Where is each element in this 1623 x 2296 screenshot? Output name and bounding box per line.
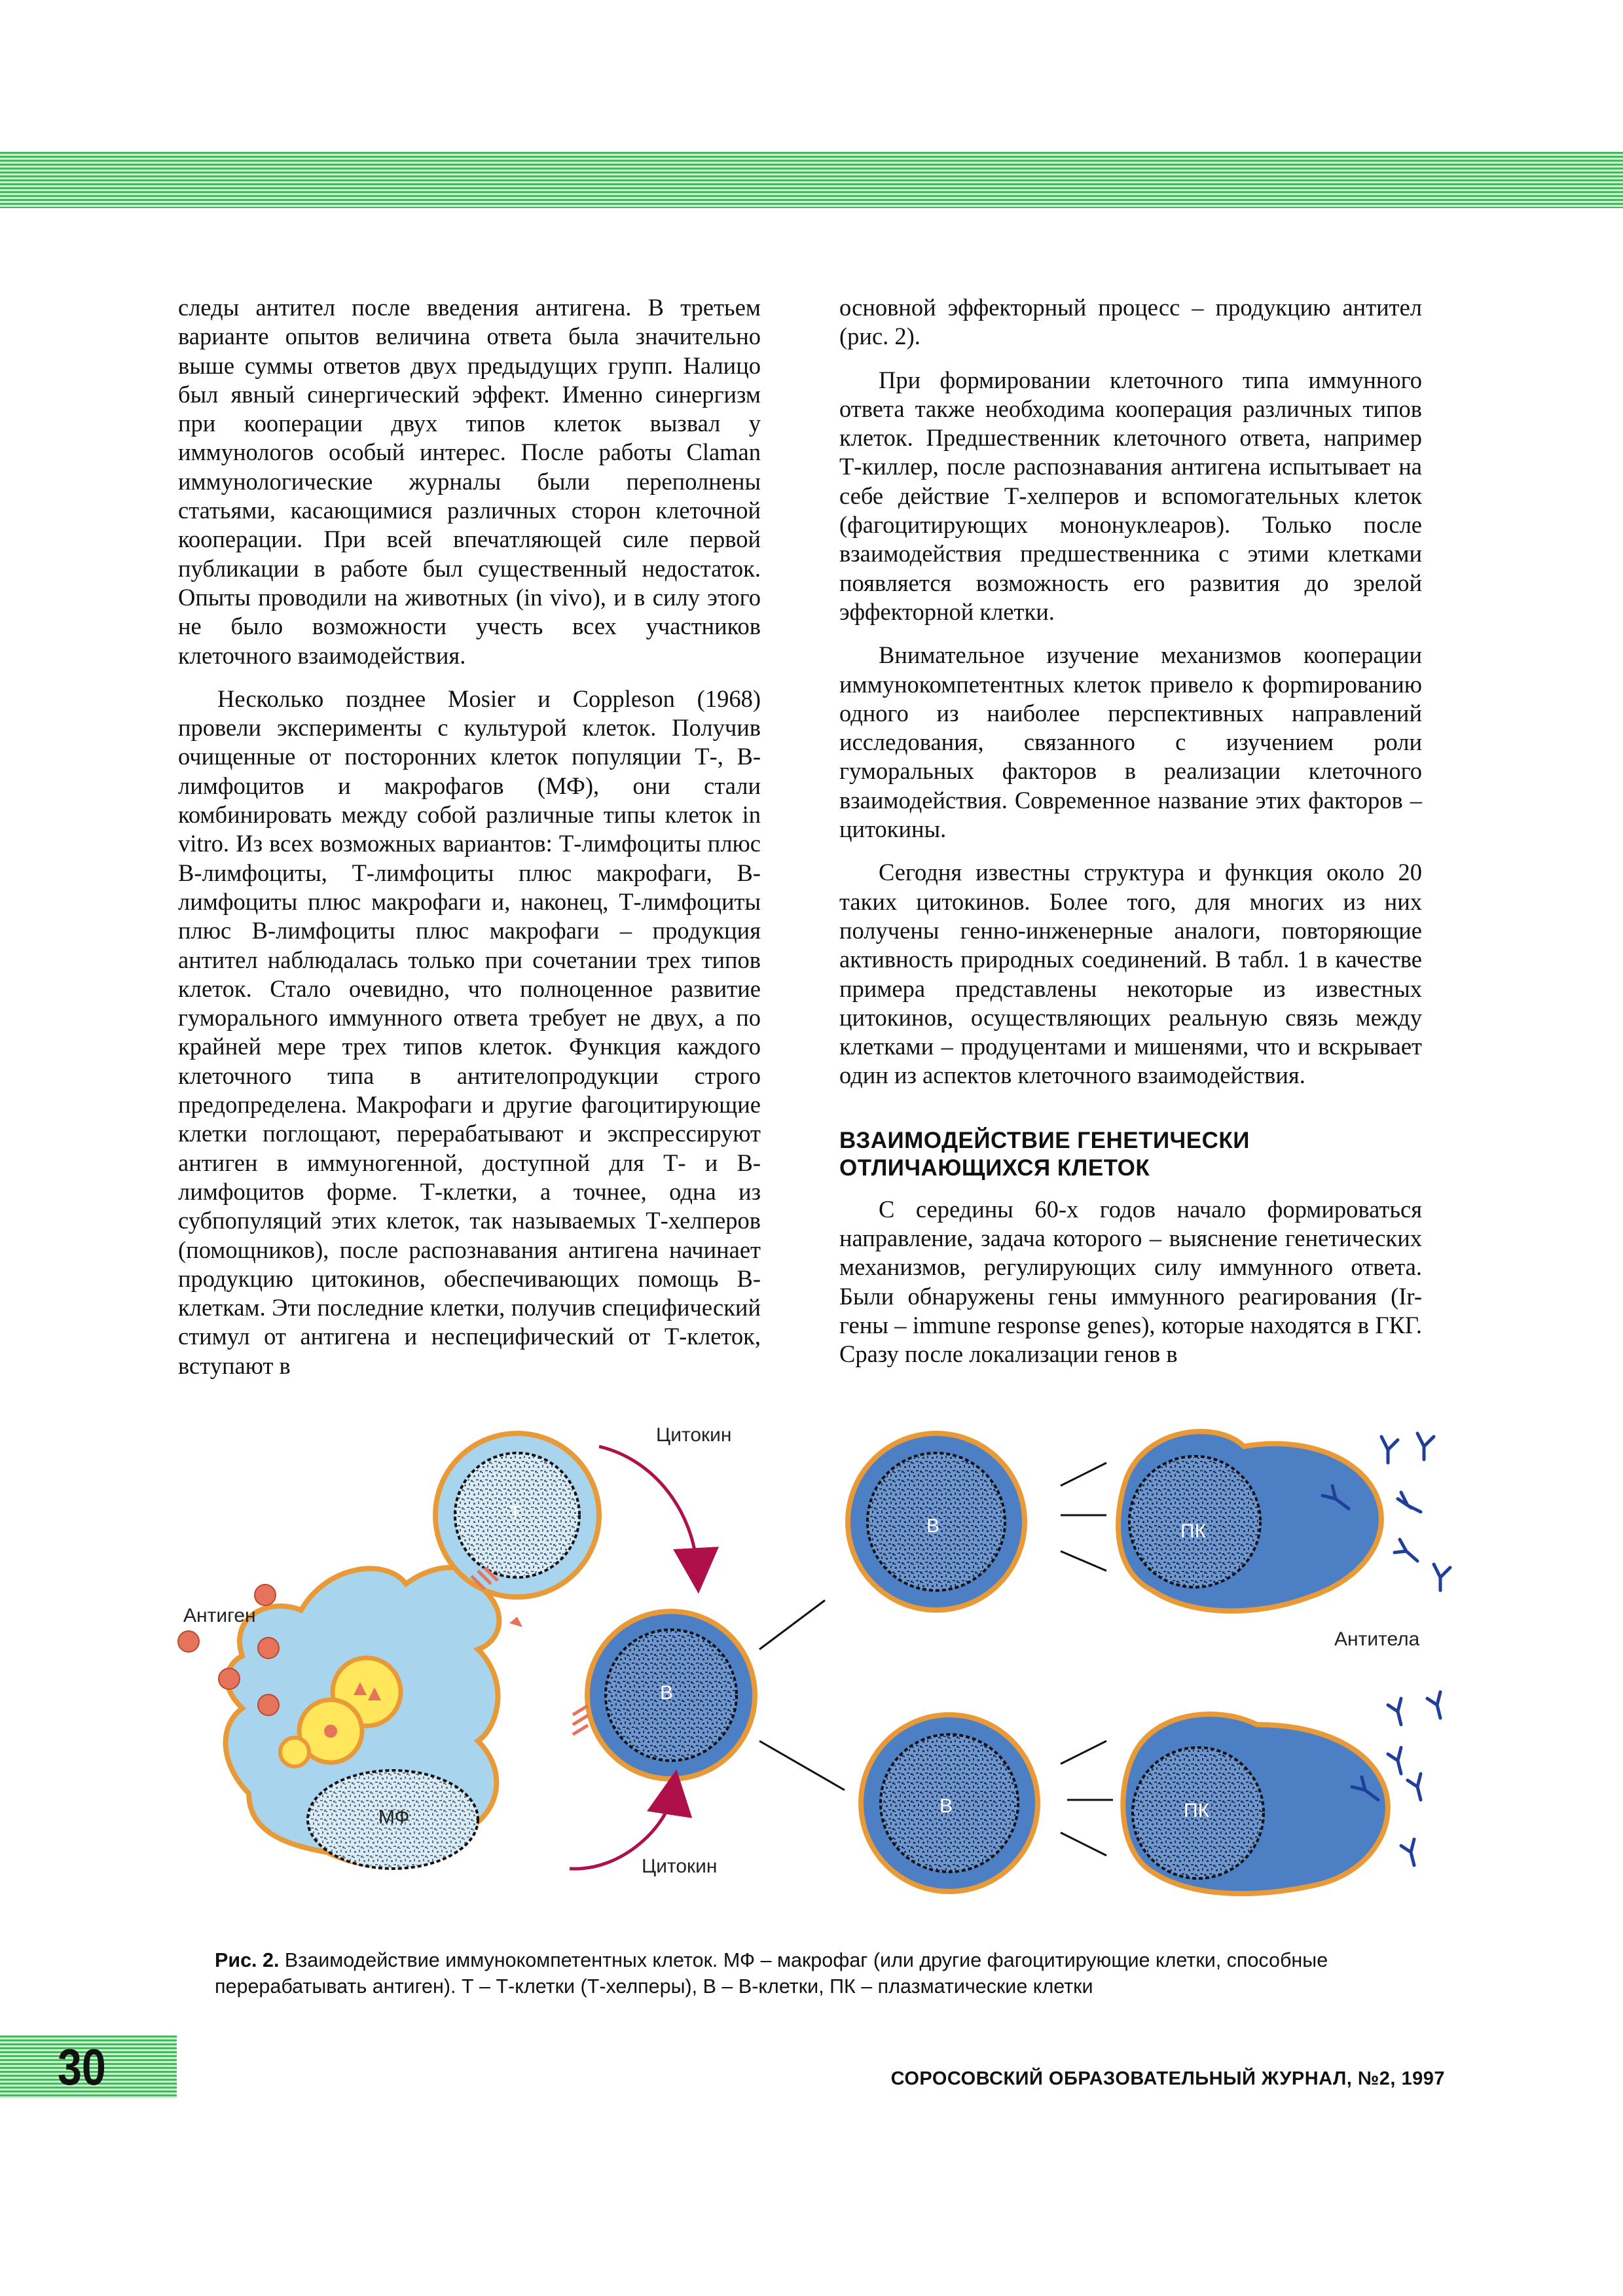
antigen-particle bbox=[178, 1631, 199, 1652]
caption-text: Взаимодействие иммунокомпетентных клеток. МФ – макрофаг (или другие фагоцитирующие клетки, способные перерабатывать антиген). Т – Т-клетки (Т-хелперы), В – В-клетки, ПК – плазматические клетки bbox=[215, 1949, 1328, 1998]
page-number: 30 bbox=[58, 2038, 106, 2096]
cytokine-arrow-top bbox=[599, 1446, 697, 1571]
label-t-cell: Т bbox=[509, 1503, 522, 1524]
cell-diagram bbox=[170, 1401, 1453, 1924]
label-macrophage: МФ bbox=[378, 1806, 410, 1828]
label-b-cell-top: В bbox=[926, 1515, 940, 1537]
label-antigen: Антиген bbox=[183, 1605, 256, 1626]
paragraph: следы антител после введения антигена. В третьем варианте опытов величина ответа была значительно выше суммы ответов двух предыдущих групп. Налицо был явный синергический эффект. Именно синергизм при кооперации двух типов клеток вызвал у иммунологов особый интерес. После работы Claman иммунологические журналы были переполнены статьями, касающимися различных сторон клеточной кооперации. При всей впечатляющей силе первой публикации в работе был существенный недостаток. Опыты проводили на животных (in vivo), и в силу этого не было возможности учесть всех участников клеточного взаимодействия. bbox=[178, 294, 761, 669]
paragraph: основной эффекторный процесс – продукцию антител (рис. 2). bbox=[839, 294, 1422, 350]
label-b-cell-bottom: В bbox=[939, 1795, 953, 1817]
paragraph: Несколько позднее Mosier и Coppleson (1968) провели эксперименты с культурой клеток. Получив очищенные от посторонних клеток популяции Т-, В-лимфоцитов и макрофагов (МФ), они стали комбинировать между собой различные типы клеток in vitro. Из всех возможных вариантов: Т-лимфоциты плюс В-лимфоциты, Т-лимфоциты плюс макрофаги, В-лимфоциты плюс макрофаги и, наконец, Т-лимфоциты плюс В-лимфоциты плюс макрофаги – продукция антител наблюдалась только при сочетании трех типов клеток. Стало очевидно, что полноценное развитие гуморального иммунного ответа требует не двух, а по крайней мере трех типов клеток. Функция каждого клеточного типа в антителопродукции строго предопределена. Макрофаги и другие фагоцитирующие клетки поглощают, перерабатывают и экспрессируют антиген в иммуногенной, доступной для Т- и В- лимфоцитов форме. Т-клетки, а точнее, одна из субпопуляций этих клеток, так называемых Т-хелперов (помощников), после распознавания антигена начинает продукцию цитокинов, обеспечивающих помощь В-клеткам. Эти последние клетки, получив специфический стимул от антигена и неспецифический от Т-клеток, вступают в bbox=[178, 685, 761, 1379]
paragraph: Сегодня известны структура и функция около 20 таких цитокинов. Более того, для многих из них получены генно-инженерные аналоги, повторяющие активность природных соединений. В табл. 1 в качестве примера представлены некоторые из известных цитокинов, осуществляющих реальную связь между клетками – продуцентами и мишенями, что и вскрывает один из аспектов клеточного взаимодействия. bbox=[839, 859, 1422, 1089]
antigen-particle bbox=[258, 1638, 279, 1659]
label-b-cell-center: В bbox=[660, 1682, 674, 1704]
paragraph: При формировании клеточного типа иммунного ответа также необходима кооперация различных типов клеток. Предшественник клеточного ответа, например Т-киллер, после распознавания антигена испытывает на себе действие Т-хелперов и вспомогательных клеток (фагоцитирующих мононуклеаров). Только после взаимодействия предшественника с этими клетками появляется возможность его развития до зрелой эффекторной клетки. bbox=[839, 366, 1422, 625]
paragraph: С середины 60-х годов начало формироваться направление, задача которого – выяснение генетических механизмов, регулирующих силу иммунного ответа. Были обнаружены гены иммунного реагирования (Ir-гены – immune response genes), которые находятся в ГКГ. Сразу после локализации генов в bbox=[839, 1195, 1422, 1368]
label-cytokine-bottom: Цитокин bbox=[642, 1856, 718, 1877]
label-cytokine-top: Цитокин bbox=[656, 1424, 732, 1446]
figure-cell-interaction bbox=[170, 1401, 1453, 1924]
antigen-particle bbox=[219, 1668, 240, 1689]
label-antibodies: Антитела bbox=[1334, 1628, 1420, 1650]
journal-footer: СОРОСОВСКИЙ ОБРАЗОВАТЕЛЬНЫЙ ЖУРНАЛ, №2, 1997 bbox=[890, 2068, 1445, 2089]
label-plasma-cell-bottom: ПК bbox=[1184, 1800, 1210, 1821]
section-heading bbox=[839, 1127, 1422, 1182]
antigen-particle bbox=[258, 1695, 279, 1715]
label-plasma-cell-top: ПК bbox=[1180, 1520, 1207, 1542]
antigen-particle bbox=[255, 1585, 276, 1605]
caption-prefix: Рис. 2. bbox=[215, 1949, 280, 1971]
top-decorative-band bbox=[0, 152, 1623, 208]
right-text-column bbox=[839, 293, 1422, 1384]
phagosome bbox=[280, 1738, 309, 1767]
paragraph: Внимательное изучение механизмов кооперации иммунокомпетентных клеток привело к форmированию одного из наиболее перспективных направлений исследования, связанного с изучением роли гуморальных факторов в реализации клеточного взаимодействия. Современное название этих факторов – цитокины. bbox=[839, 641, 1422, 843]
left-text-column bbox=[178, 293, 761, 1395]
section-heading-line-2: ОТЛИЧАЮЩИХСЯ КЛЕТОК bbox=[839, 1155, 1150, 1181]
figure-caption bbox=[215, 1947, 1446, 2000]
section-heading-line-1: ВЗАИМОДЕЙСТВИЕ ГЕНЕТИЧЕСКИ bbox=[839, 1127, 1250, 1153]
